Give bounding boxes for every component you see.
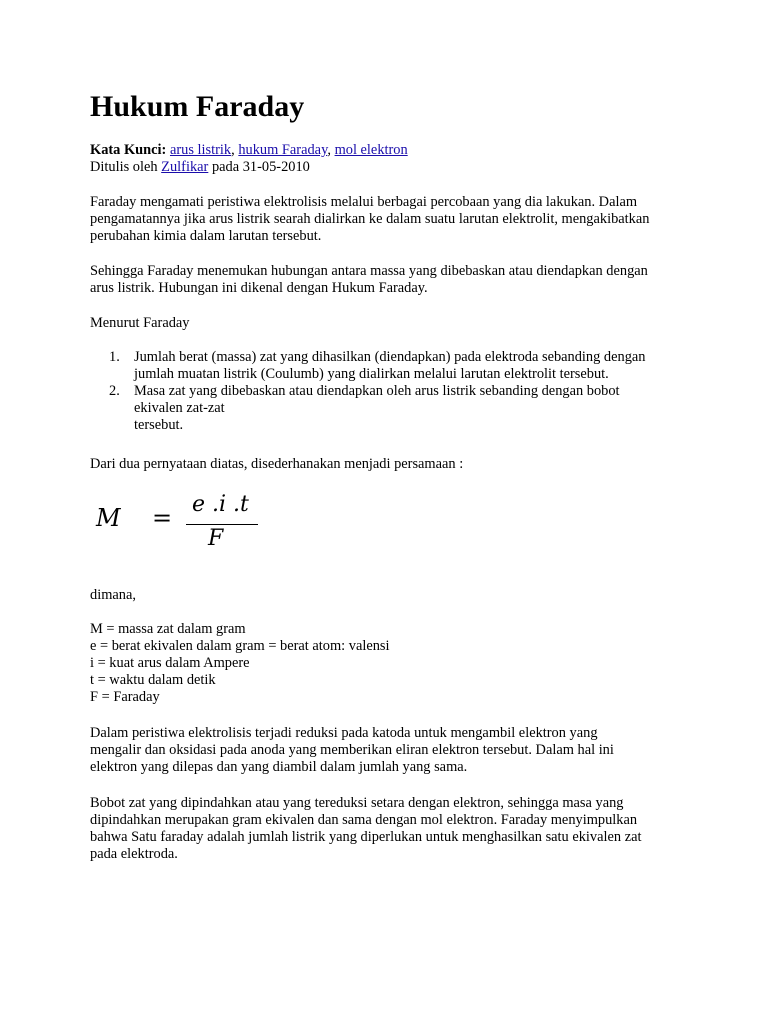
variable-definitions [90, 621, 690, 706]
author-link[interactable]: Zulfikar [161, 159, 209, 175]
formula-equals: = [152, 504, 173, 532]
publish-date: 31-05-2010 [242, 159, 310, 175]
paragraph-according: Menurut Faraday [90, 315, 190, 331]
list-item: 1. Jumlah berat (massa) zat yang dihasilkan (diendapkan) pada elektroda sebanding dengan jumlah muatan listrik (Coulumb) yang dialirkan melalui larutan elektrolit tersebut. [109, 349, 646, 382]
written-by-label: Ditulis oleh [90, 159, 158, 175]
paragraph-conclusion: Bobot zat yang dipindahkan atau yang tereduksi setara dengan elektron, sehingga masa yang dipindahkan merupakan gram ekivalen dan sama dengan mol elektron. Faraday menyimpulkan bahwa Satu faraday adalah jumlah listrik yang diperlukan untuk menghasilkan satu ekivalen zat pada elektroda. [90, 795, 642, 862]
faraday-laws-list [90, 349, 690, 434]
keywords-label: Kata Kunci: [90, 142, 167, 158]
paragraph-where: dimana, [90, 587, 136, 603]
keywords-line: Kata Kunci: arus listrik, hukum Faraday, mol elektron [90, 142, 408, 158]
paragraph-reduction: Dalam peristiwa elektrolisis terjadi reduksi pada katoda untuk mengambil elektron yang mengalir dan oksidasi pada anoda yang memberikan eliran elektron tersebut. Dalam hal ini elektron yang dilepas dan yang diambil dalam jumlah yang sama. [90, 725, 614, 775]
paragraph-intro: Faraday mengamati peristiwa elektrolisis melalui berbagai percobaan yang dia lakukan. Dalam pengamatannya jika arus listrik searah dialirkan ke dalam suatu larutan elektrolit, mengakibatkan perubahan kimia dalam larutan tersebut. [90, 194, 650, 244]
paragraph-discovery: Sehingga Faraday menemukan hubungan antara massa yang dibebaskan atau diendapkan dengan arus listrik. Hubungan ini dikenal dengan Hukum Faraday. [90, 263, 648, 296]
page-title: Hukum Faraday [90, 90, 305, 123]
formula-fraction-bar [186, 524, 258, 525]
keyword-link-mol-elektron[interactable]: mol elektron [334, 142, 408, 158]
date-prefix: pada [211, 159, 240, 175]
definition-line: i = kuat arus dalam Ampere [90, 655, 250, 671]
definition-line: F = Faraday [90, 689, 160, 705]
definition-line: M = massa zat dalam gram [90, 621, 246, 637]
keyword-link-arus-listrik[interactable]: arus listrik [169, 142, 232, 158]
formula-denominator: F [208, 526, 224, 551]
formula-lhs: M [96, 504, 121, 532]
keyword-link-hukum-faraday[interactable]: hukum Faraday [238, 142, 328, 158]
faraday-formula [90, 494, 290, 564]
definition-line: t = waktu dalam detik [90, 672, 216, 688]
formula-numerator: e .i .t [192, 492, 249, 517]
paragraph-equation-intro: Dari dua pernyataan diatas, disederhanakan menjadi persamaan : [90, 456, 464, 472]
author-line [90, 159, 690, 176]
list-item: 2. Masa zat yang dibebaskan atau diendapkan oleh arus listrik sebanding dengan bobot ekivalen zat-zat tersebut. [109, 383, 620, 433]
definition-line: e = berat ekivalen dalam gram = berat atom: valensi [90, 638, 390, 654]
